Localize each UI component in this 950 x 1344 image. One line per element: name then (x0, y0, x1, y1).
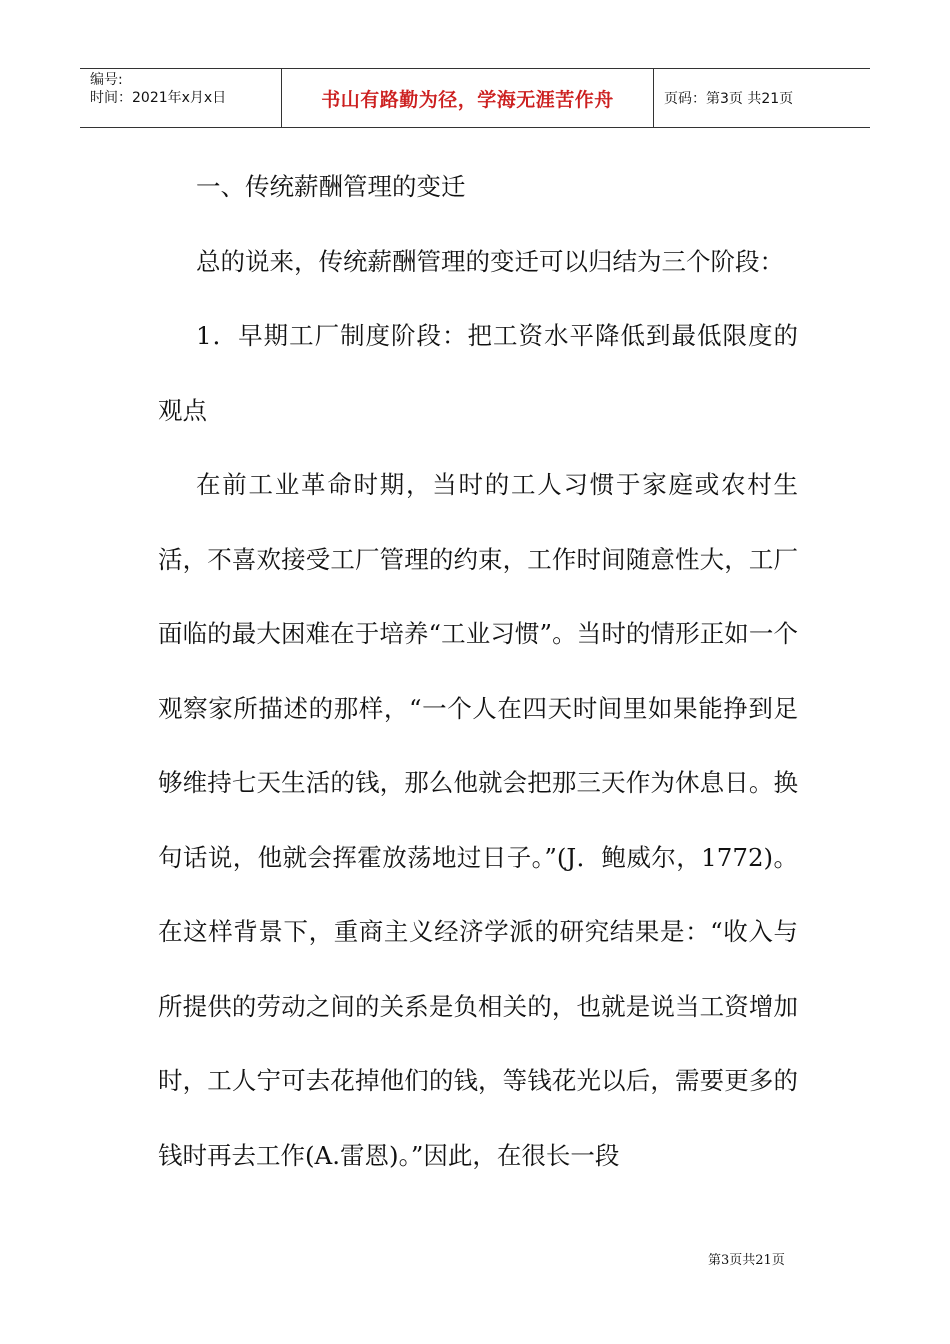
section-title: 一、传统薪酬管理的变迁 (196, 172, 466, 201)
header-page-number: 页码：第3页 共21页 (664, 91, 794, 107)
document-number-label: 编号: (90, 72, 123, 88)
body-paragraph: 在前工业革命时期，当时的工人习惯于家庭或农村生活，不喜欢接受工厂管理的约束，工作时间随意性大，工厂面临的最大困难在于培养“工业习惯”。当时的情形正如一个观察家所描述的那样，“一个人在四天时间里如果能挣到足够维持七天生活的钱，那么他就会把那三天作为休息日。换句话说，他就会挥霍放荡地过日子。”(J．鲍威尔，1772)。在这样背景下，重商主义经济学派的研究结果是：“收入与所提供的劳动之间的关系是负相关的，也就是说当工资增加时，工人宁可去花掉他们的钱，等钱花光以后，需要更多的钱时再去工作(A.雷恩)。”因此，在很长一段 (158, 470, 798, 1170)
document-body (158, 150, 798, 1193)
page-header (80, 68, 870, 128)
header-meta-cell (80, 69, 282, 127)
intro-paragraph: 总的说来，传统薪酬管理的变迁可以归结为三个阶段： (196, 246, 784, 276)
header-motto-cell (282, 69, 654, 127)
header-page-cell (654, 69, 870, 127)
header-motto: 书山有路勤为径，学海无涯苦作舟 (321, 88, 614, 111)
document-time-label: 时间：2021年x月x日 (90, 90, 227, 106)
page-footer: 第3页共21页 (708, 1253, 785, 1268)
stage-1-heading: 1．早期工厂制度阶段：把工资水平降低到最低限度的观点 (158, 321, 798, 425)
